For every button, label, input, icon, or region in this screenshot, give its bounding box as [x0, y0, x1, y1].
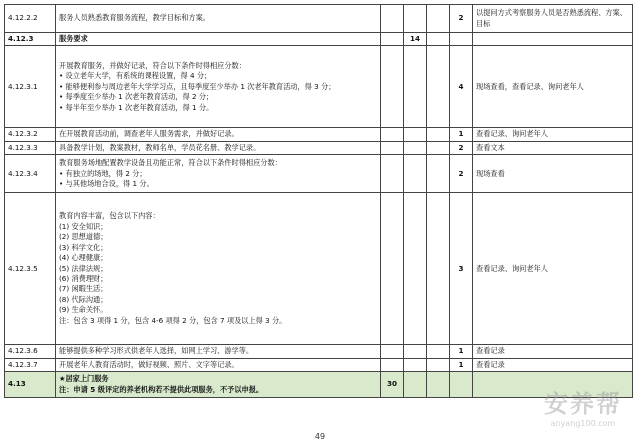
criterion-item: • 每季度至少举办 1 次老年教育活动，得 2 分；: [59, 92, 377, 102]
criterion-item: • 每半年至少举办 1 次老年教育活动，得 1 分。: [59, 103, 377, 113]
content-item: (7) 闲暇生活；: [59, 284, 108, 294]
item-id: 4.12.2.2: [5, 5, 56, 33]
criterion-item: • 设立老年大学，有系统的课程设置，得 4 分；: [59, 71, 377, 81]
table-row: [5, 155, 633, 193]
section-title: 服务要求: [56, 33, 381, 46]
item-id: 4.12.3.6: [5, 345, 56, 358]
table-row: [5, 46, 633, 128]
criterion-item: • 有独立的场地，得 2 分；: [59, 169, 377, 179]
content-item: (4) 心理健康；: [59, 253, 108, 263]
item-score: 3: [450, 193, 473, 345]
item-requirement: 开展老年人教育活动时，做好视频、照片、文字等记录。: [56, 358, 381, 371]
content-item: (1) 安全知识；: [59, 221, 108, 231]
page-number: 49: [314, 432, 326, 441]
criterion-item: • 能够便利参与周边老年大学学习点，且每季度至少举办 1 次老年教育活动，得 3 分；: [59, 82, 377, 92]
item-score: 2: [450, 141, 473, 154]
section-total: 14: [404, 33, 427, 46]
item-id: 4.12.3.7: [5, 358, 56, 371]
item-requirement: 能够提供多种学习形式供老年人选择，如网上学习、游学等。: [56, 345, 381, 358]
item-method: 查看记录: [473, 345, 633, 358]
table-row: [5, 5, 633, 33]
content-item: (2) 思想道德；: [59, 232, 108, 242]
item-method: 现场查看，查看记录、询问老年人: [473, 46, 633, 128]
section-note: 注：申请 5 级评定的养老机构若不提供此项服务，不予以申报。: [59, 384, 264, 394]
content-item: (5) 法律法规；: [59, 263, 108, 273]
item-requirement: [56, 46, 381, 128]
table-row: [5, 372, 633, 398]
table-row: [5, 193, 633, 345]
content-item: (3) 科学文化；: [59, 242, 108, 252]
table-row: [5, 33, 633, 46]
criteria-table: [4, 4, 633, 398]
item-score: 1: [450, 128, 473, 141]
content-item: (9) 生命关怀。: [59, 305, 108, 315]
item-method: 以提问方式考察服务人员是否熟悉流程、方案、目标: [473, 5, 633, 33]
content-item: (6) 消费理财；: [59, 274, 108, 284]
item-method: 查看文本: [473, 141, 633, 154]
item-requirement: [56, 193, 381, 345]
item-score: 4: [450, 46, 473, 128]
section-title: [56, 372, 381, 398]
item-id: 4.12.3.5: [5, 193, 56, 345]
item-score: 1: [450, 358, 473, 371]
item-requirement: [56, 155, 381, 193]
item-id: 4.12.3.1: [5, 46, 56, 128]
watermark-text: 安养帮: [544, 390, 622, 418]
item-score: 2: [450, 5, 473, 33]
watermark-url: anyang100.com: [550, 419, 616, 428]
item-requirement: 在开展教育活动前，调查老年人服务需求，并做好记录。: [56, 128, 381, 141]
section-id: 4.12.3: [5, 33, 56, 46]
item-id: 4.12.3.3: [5, 141, 56, 154]
watermark-logo: [544, 384, 622, 428]
item-method: 现场查看: [473, 155, 633, 193]
section-total: 30: [381, 372, 404, 398]
table-row: [5, 141, 633, 154]
scoring-note: 注：包含 3 项得 1 分，包含 4-6 项得 2 分，包含 7 项及以上得 3 分。: [59, 315, 287, 325]
section-heading: ★居家上门服务: [59, 374, 109, 384]
item-score: 1: [450, 345, 473, 358]
section-id: 4.13: [5, 372, 56, 398]
content-item: (8) 代际沟通；: [59, 294, 108, 304]
item-requirement: 具备教学计划，教案教材，教师名单，学员花名册、教学记录。: [56, 141, 381, 154]
criterion-item: • 与其他场地合设，得 1 分。: [59, 179, 377, 189]
item-method: 查看记录、询问老年人: [473, 128, 633, 141]
item-id: 4.12.3.2: [5, 128, 56, 141]
table-row: [5, 345, 633, 358]
item-method: 查看记录、询问老年人: [473, 193, 633, 345]
item-requirement: 服务人员熟悉教育服务流程，教学目标和方案。: [56, 5, 381, 33]
requirement-intro: 教育服务场地配置教学设备且功能正常，符合以下条件时得相应分数：: [59, 158, 282, 168]
requirement-intro: 教育内容丰富，包含以下内容：: [59, 211, 160, 221]
requirement-intro: 开展教育服务，并做好记录，符合以下条件时得相应分数：: [59, 60, 246, 70]
item-method: 查看记录: [473, 358, 633, 371]
table-row: [5, 128, 633, 141]
table-row: [5, 358, 633, 371]
item-score: 2: [450, 155, 473, 193]
item-id: 4.12.3.4: [5, 155, 56, 193]
